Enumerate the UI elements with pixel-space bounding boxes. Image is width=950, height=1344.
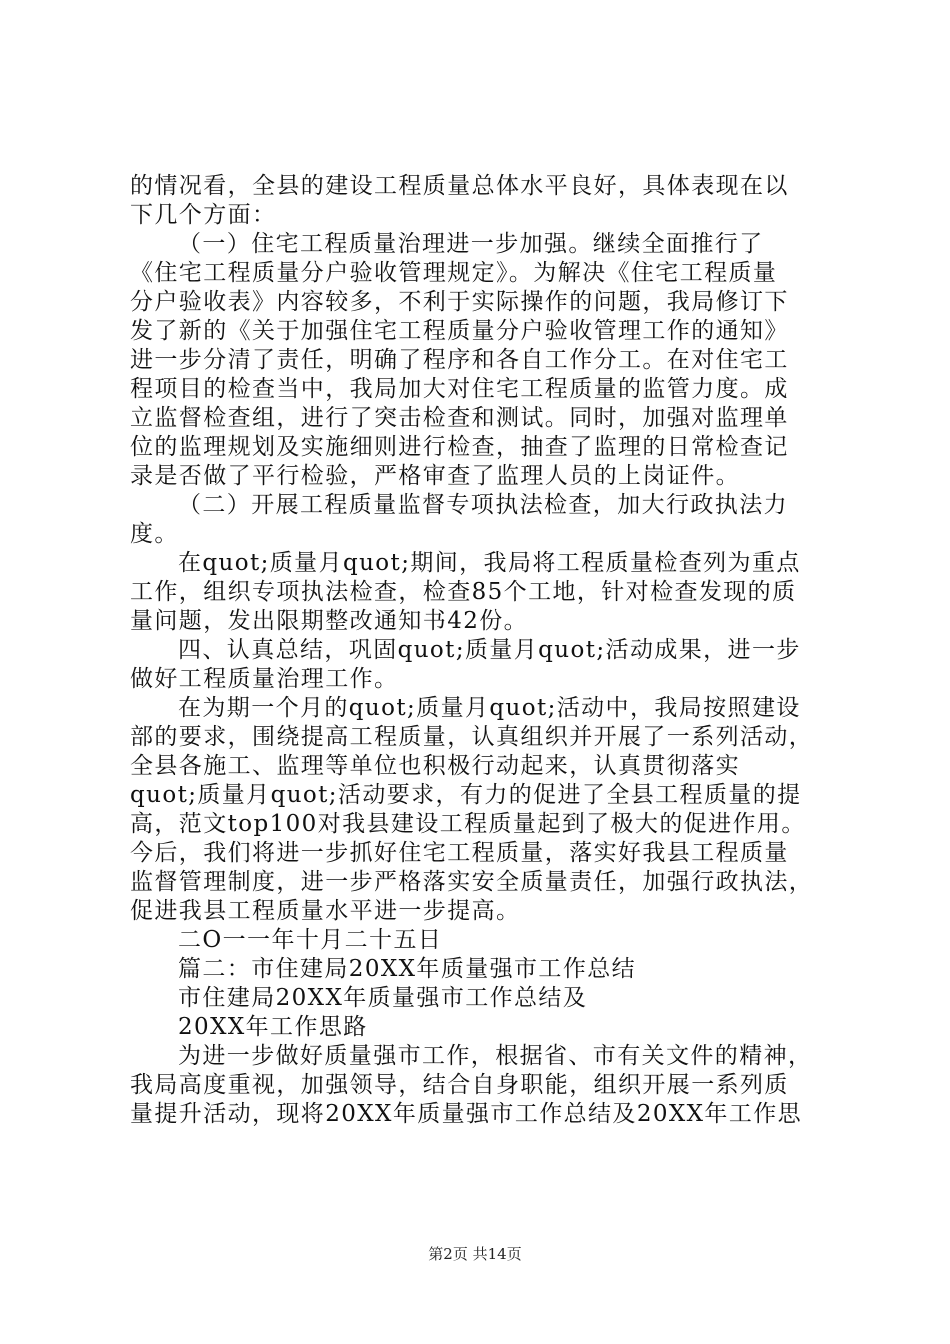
page-number-footer: 第2页 共14页 (428, 1245, 522, 1263)
text-line: 下几个方面： (130, 202, 277, 228)
text-line: 今后，我们将进一步抓好住宅工程质量，落实好我县工程质量 (130, 840, 789, 866)
text-line: 量提升活动，现将20XX年质量强市工作总结及20XX年工作思 (130, 1101, 803, 1127)
text-line: 为进一步做好质量强市工作，根据省、市有关文件的精神， (178, 1043, 813, 1069)
text-line: 我局高度重视，加强领导，结合自身职能，组织开展一系列质 (130, 1072, 789, 1098)
text-line: 《住宅工程质量分户验收管理规定》。为解决《住宅工程质量 (130, 260, 778, 286)
text-line: 促进我县工程质量水平进一步提高。 (130, 898, 521, 924)
text-line: 在为期一个月的quot;质量月quot;活动中，我局按照建设 (178, 695, 801, 721)
text-line: quot;质量月quot;活动要求，有力的促进了全县工程质量的提 (130, 782, 802, 808)
text-line: 录是否做了平行检验，严格审查了监理人员的上岗证件。 (130, 463, 740, 489)
text-line: 监督管理制度，进一步严格落实安全质量责任，加强行政执法， (130, 869, 814, 895)
text-line: 20XX年工作思路 (178, 1014, 368, 1040)
text-line: 全县各施工、监理等单位也积极行动起来，认真贯彻落实 (130, 753, 740, 779)
text-line: 市住建局20XX年质量强市工作总结及 (178, 985, 588, 1011)
text-line: （二）开展工程质量监督专项执法检查，加大行政执法力 (178, 492, 788, 518)
text-line: 二O一一年十月二十五日 (178, 927, 443, 953)
text-line: 分户验收表》内容较多，不利于实际操作的问题，我局修订下 (130, 289, 789, 315)
text-line: 工作，组织专项执法检查，检查85个工地，针对检查发现的质 (130, 579, 797, 605)
text-line: 高，范文top100对我县建设工程质量起到了极大的促进作用。 (130, 811, 806, 837)
text-line: 进一步分清了责任，明确了程序和各自工作分工。在对住宅工 (130, 347, 789, 373)
text-line: 的情况看，全县的建设工程质量总体水平良好，具体表现在以 (130, 173, 789, 199)
text-line: 立监督检查组，进行了突击检查和测试。同时，加强对监理单 (130, 405, 789, 431)
text-line: 量问题，发出限期整改通知书42份。 (130, 608, 529, 634)
text-line: 度。 (130, 521, 179, 547)
text-line: 位的监理规划及实施细则进行检查，抽查了监理的日常检查记 (130, 434, 789, 460)
text-line: 程项目的检查当中，我局加大对住宅工程质量的监管力度。成 (130, 376, 789, 402)
text-line: （一）住宅工程质量治理进一步加强。继续全面推行了 (178, 231, 764, 257)
document-body (130, 172, 832, 1129)
text-line: 部的要求，围绕提高工程质量，认真组织并开展了一系列活动， (130, 724, 814, 750)
text-line: 做好工程质量治理工作。 (130, 666, 399, 692)
text-line: 在quot;质量月quot;期间，我局将工程质量检查列为重点 (178, 550, 801, 576)
text-line: 四、认真总结，巩固quot;质量月quot;活动成果，进一步 (178, 637, 801, 663)
text-line: 篇二：市住建局20XX年质量强市工作总结 (178, 956, 637, 982)
text-line: 发了新的《关于加强住宅工程质量分户验收管理工作的通知》 (130, 318, 789, 344)
